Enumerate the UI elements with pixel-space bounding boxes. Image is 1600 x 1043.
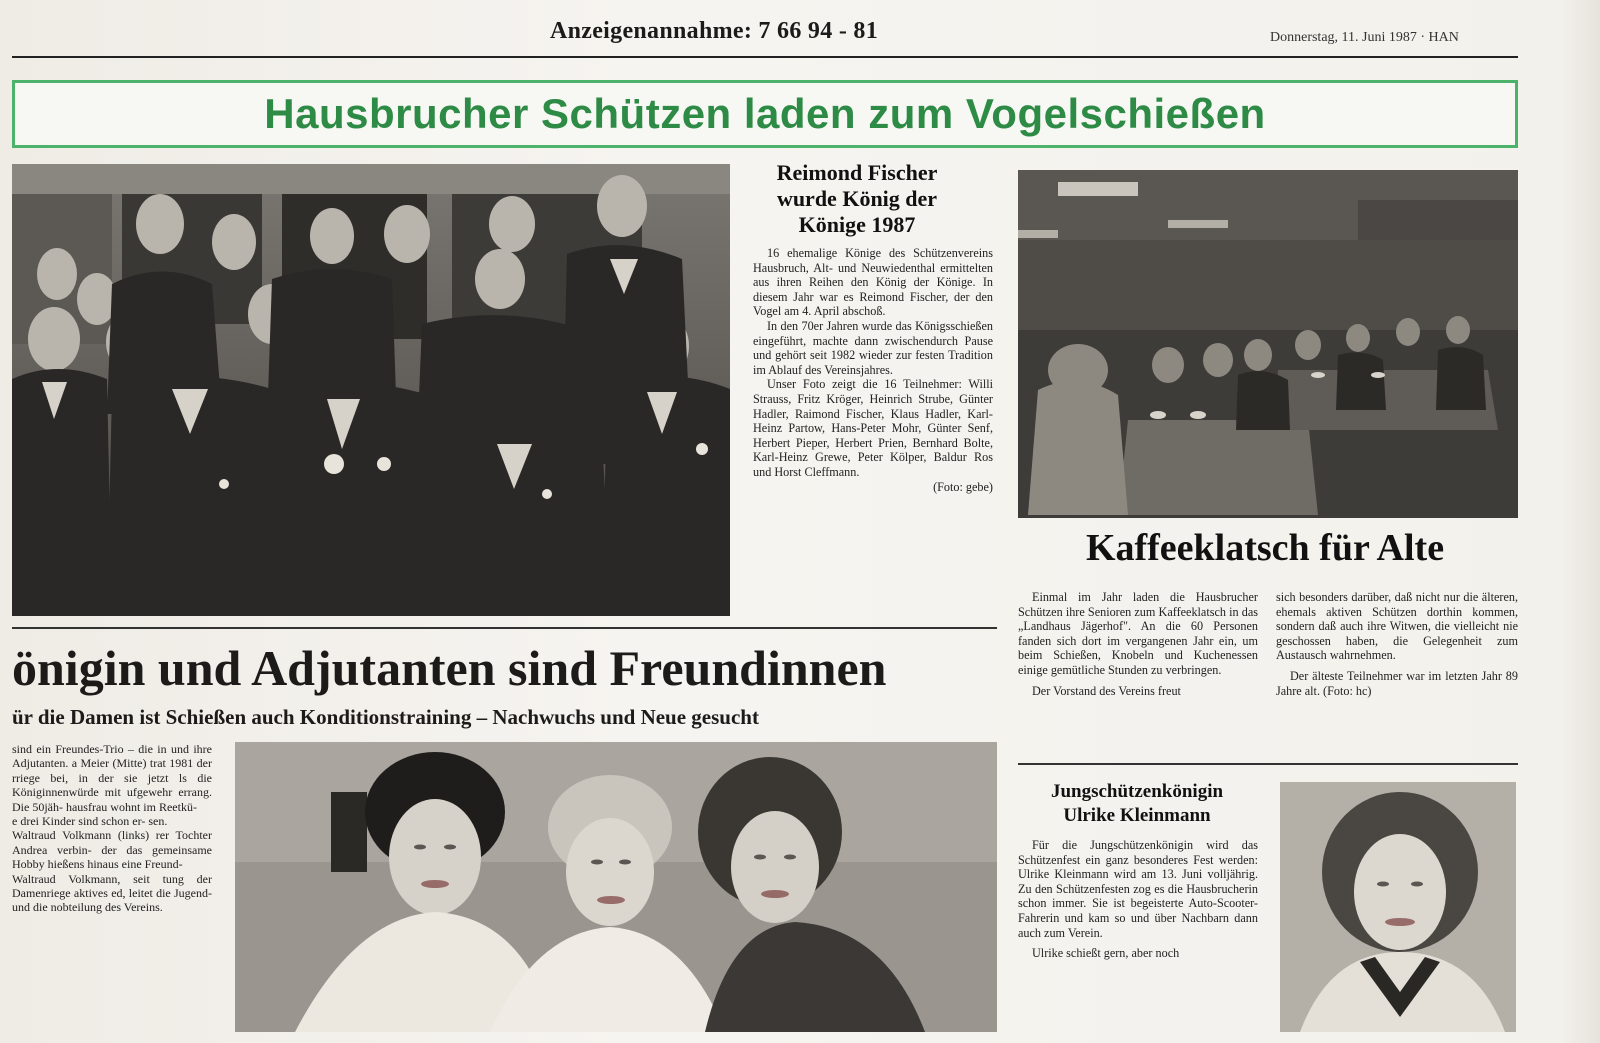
trio-photo — [235, 742, 997, 1032]
koenigin-paragraph-4: Waltraud Volkmann, seit tung der Damenriege aktives ed, leitet die Jugend- und die nobteilung des Vereins. — [12, 871, 212, 915]
koenig-headline — [742, 160, 972, 238]
kaffee-col2-paragraph-1: sich besonders darüber, daß nicht nur die älteren, ehemals aktiven Schützen dorthin kommen, sondern daß auch ihre Witwen, die vielleicht nie geschossen haben, die Gelegenheit zum Austausch wahrnehmen. — [1276, 590, 1518, 663]
koenig-headline-line-1: Reimond Fischer — [776, 160, 938, 185]
kaffee-col-1 — [1018, 590, 1258, 698]
dateline: Donnerstag, 11. Juni 1987 · HAN — [1270, 30, 1459, 45]
kaffee-col-2 — [1276, 590, 1518, 698]
koenigin-body — [12, 742, 212, 915]
koenigin-paragraph-3: Waltraud Volkmann (links) rer Tochter Andrea verbin- der das gemeinsame Hobby hießens hinaus eine Freund- — [12, 828, 212, 872]
koenigin-paragraph-1: sind ein Freundes-Trio – die in und ihre Adjutanten. a Meier (Mitte) trat 1981 der rriege bei, in der sie jetzt ls die Königinnenwürde mit ufgewehr errang. Die 50jäh- hausfrau wohnt im Reetkü- — [12, 742, 212, 814]
koenig-paragraph-2: In den 70er Jahren wurde das Königsschießen eingeführt, machte dann zwischendurch Pause und gehört seit 1982 wieder zur festen Tradition im Ablauf des Vereinsjahres. — [753, 318, 993, 377]
kaffee-col2-paragraph-2: Der älteste Teilnehmer war im letzten Jahr 89 Jahre alt. (Foto: hc) — [1276, 668, 1518, 698]
koenig-headline-line-3: Könige 1987 — [798, 212, 916, 237]
jung-paragraph-2: Ulrike schießt gern, aber noch — [1032, 946, 1180, 961]
ad-phone-line: Anzeigenannahme: 7 66 94 - 81 — [550, 18, 879, 44]
jung-headline-line-1: Jungschützenkönigin — [1050, 781, 1224, 802]
trio-photo-image — [235, 742, 997, 1032]
koenig-paragraph-1: 16 ehemalige Könige des Schützenvereins Hausbruch, Alt- und Neuwiedenthal ermittelten aus ihren Reihen den König der Könige. In diesem Jahr war es Reimond Fischer, der den Vogel am 4. April abschoß. — [753, 246, 993, 319]
koenigin-headline: önigin und Adjutanten sind Freundinnen — [12, 640, 887, 696]
group-photo — [12, 164, 730, 616]
section-rule-right — [1018, 763, 1518, 765]
cafe-photo-image — [1018, 170, 1518, 518]
cafe-photo — [1018, 170, 1518, 518]
jung-paragraph-1: Für die Jungschützenkönigin wird das Schützenfest ein ganz besonderes Fest werden: Ulrike Kleinmann wird am 13. Juni volljährig. Zu den Schützenfesten zog es die Hausbrucherin schon immer. Sie ist begeisterte Auto-Scooter-Fahrerin und kam so und über Nachbarn dann auch zum Verein. — [1018, 838, 1258, 940]
banner-headline: Hausbrucher Schützen laden zum Vogelschießen — [264, 90, 1266, 137]
portrait-photo — [1280, 782, 1516, 1032]
group-photo-image — [12, 164, 730, 616]
banner-box — [12, 80, 1518, 148]
jung-headline-line-2: Ulrike Kleinmann — [1063, 805, 1211, 826]
koenig-headline-line-2: wurde König der — [776, 186, 938, 211]
kaffee-col1-paragraph-2: Der Vorstand des Vereins freut — [1032, 683, 1181, 698]
jung-body — [1018, 838, 1258, 961]
portrait-photo-image — [1280, 782, 1516, 1032]
koenig-paragraph-3: Unser Foto zeigt die 16 Teilnehmer: Willi Strauss, Fritz Kröger, Heinrich Strube, Günter Hadler, Raimond Fischer, Klaus Hadler, Karl-Heinz Partow, Hans-Peter Mohr, Günter Senf, Herbert Pieper, Herbert Prien, Bernhard Bolte, Karl-Heinz Grewe, Peter Kölper, Baldur Ros und Horst Cleffmann. — [753, 377, 993, 479]
koenigin-subhead: ür die Damen ist Schießen auch Konditionstraining – Nachwuchs und Neue gesucht — [12, 705, 759, 729]
page-edge-shadow — [1560, 0, 1600, 1043]
jung-headline — [1018, 780, 1256, 828]
koenig-body — [753, 246, 993, 494]
section-rule-left — [12, 627, 997, 629]
kaffee-headline: Kaffeeklatsch für Alte — [1085, 527, 1445, 569]
kaffee-col1-paragraph-1: Einmal im Jahr laden die Hausbrucher Schützen ihre Senioren zum Kaffeeklatsch in das „Landhaus Jägerhof". An die 60 Personen fanden sich dort im vergangenen Jahr ein, um beim Schießen, Knobeln und Kuchenessen einige gemütliche Stunden zu verbringen. — [1018, 590, 1258, 677]
header-rule — [12, 56, 1518, 58]
koenig-photo-credit: (Foto: gebe) — [933, 479, 993, 494]
koenigin-paragraph-2: e drei Kinder sind schon er- sen. — [12, 814, 168, 829]
